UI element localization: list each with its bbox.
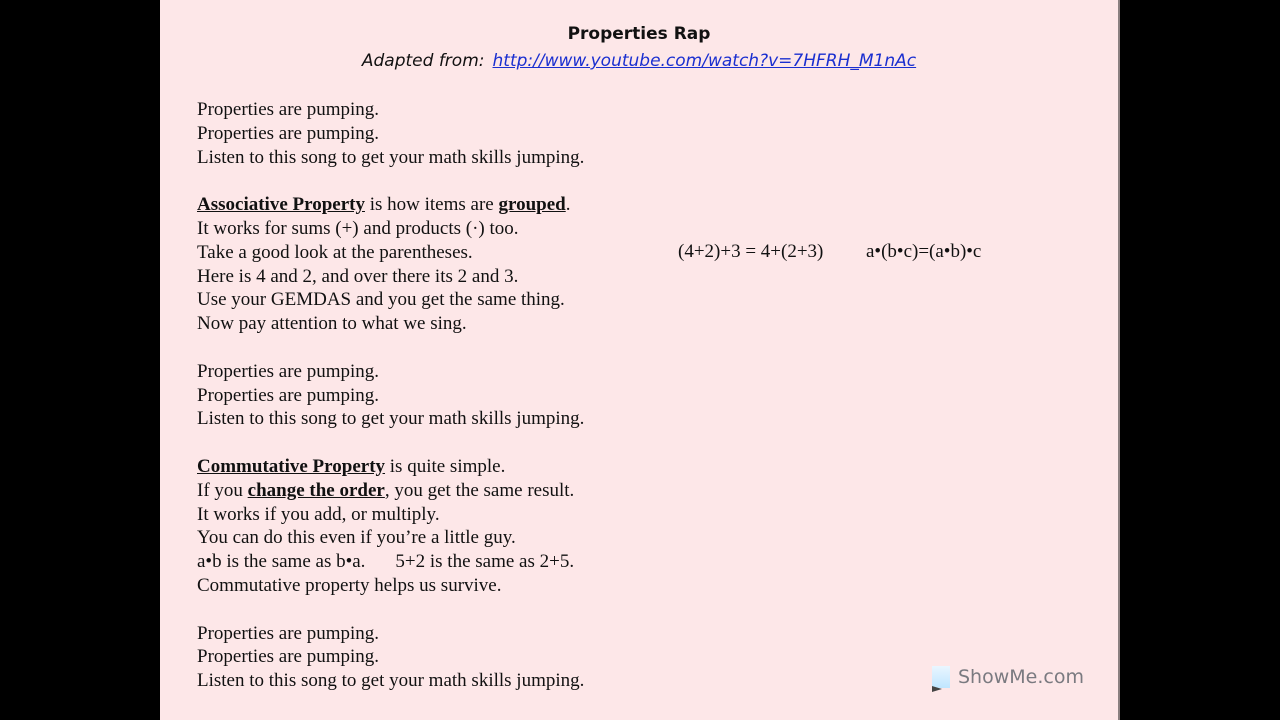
emphasized-term: change the order bbox=[247, 479, 385, 501]
lyric-text: Use your GEMDAS and you get the same thing. bbox=[197, 289, 565, 311]
page-title: Properties Rap bbox=[567, 24, 711, 44]
lyric-text: Properties are pumping. bbox=[197, 122, 380, 144]
lyric-text: Properties are pumping. bbox=[197, 622, 380, 644]
lyric-line bbox=[197, 503, 584, 527]
lyric-line bbox=[197, 526, 584, 550]
watermark-text: ShowMe.com bbox=[958, 666, 1084, 688]
emphasized-term: Associative Property bbox=[197, 194, 365, 216]
lyric-line bbox=[197, 645, 584, 669]
lyric-line bbox=[197, 265, 584, 289]
lyric-text: Now pay attention to what we sing. bbox=[197, 313, 467, 335]
showme-watermark bbox=[932, 666, 1084, 688]
lyric-text: It works for sums (+) and products (·) too. bbox=[197, 217, 519, 239]
lyric-line bbox=[197, 407, 584, 431]
lyric-line bbox=[197, 669, 584, 693]
lyric-text: Properties are pumping. bbox=[197, 99, 380, 120]
lyric-line bbox=[197, 479, 584, 503]
lyric-text: You can do this even if you’re a little guy. bbox=[197, 527, 516, 549]
lyric-line bbox=[197, 193, 584, 217]
stanza bbox=[197, 98, 584, 169]
lyric-line bbox=[197, 288, 584, 312]
lyric-text: is how items are bbox=[364, 194, 499, 216]
lyric-text: Properties are pumping. bbox=[197, 646, 380, 668]
showme-logo-icon bbox=[932, 666, 950, 688]
associative-sum-example: (4+2)+3 = 4+(2+3) bbox=[678, 241, 824, 262]
stanza bbox=[197, 455, 584, 598]
lyric-text: Properties are pumping. bbox=[197, 360, 380, 382]
subtitle bbox=[160, 51, 1118, 71]
lyric-line bbox=[197, 574, 584, 598]
stanza bbox=[197, 622, 584, 693]
lyric-line bbox=[197, 360, 584, 384]
lyric-text: Here is 4 and 2, and over there its 2 and 3. bbox=[197, 265, 519, 287]
lyric-text: It works if you add, or multiply. bbox=[197, 503, 440, 525]
adapted-label: Adapted from: bbox=[361, 51, 485, 71]
lyric-text: Commutative property helps us survive. bbox=[197, 574, 502, 596]
lyric-text: is quite simple. bbox=[385, 455, 506, 477]
lyric-text: Listen to this song to get your math skills jumping. bbox=[197, 670, 585, 692]
lyric-text: Listen to this song to get your math skills jumping. bbox=[197, 408, 585, 430]
lyric-text: . bbox=[565, 194, 571, 216]
source-link[interactable]: http://www.youtube.com/watch?v=7HFRH_M1nAc bbox=[492, 51, 917, 71]
lyric-line bbox=[197, 146, 584, 170]
lyric-text: Properties are pumping. bbox=[197, 384, 380, 406]
lyric-line bbox=[197, 455, 584, 479]
lyric-text: If you bbox=[197, 479, 248, 501]
document-page bbox=[160, 0, 1120, 720]
lyric-text: a•b is the same as b•a. bbox=[197, 551, 366, 573]
stanza bbox=[197, 193, 584, 336]
lyric-text: Listen to this song to get your math skills jumping. bbox=[197, 146, 585, 168]
lyric-line bbox=[197, 217, 584, 241]
lyric-text: , you get the same result. bbox=[384, 479, 575, 501]
lyrics bbox=[197, 98, 584, 717]
lyric-line bbox=[197, 384, 584, 408]
lyric-line bbox=[197, 550, 584, 574]
stanza bbox=[197, 360, 584, 431]
emphasized-term: Commutative Property bbox=[197, 455, 386, 477]
lyric-line bbox=[197, 122, 584, 146]
lyric-text: 5+2 is the same as 2+5. bbox=[395, 551, 575, 573]
lyric-line bbox=[197, 622, 584, 646]
emphasized-term: grouped bbox=[498, 194, 566, 216]
lyric-text: Take a good look at the parentheses. bbox=[197, 241, 473, 263]
lyric-line bbox=[197, 98, 584, 122]
lyric-line bbox=[197, 241, 584, 265]
associative-product-example: a•(b•c)=(a•b)•c bbox=[866, 241, 982, 262]
lyric-line bbox=[197, 312, 584, 336]
